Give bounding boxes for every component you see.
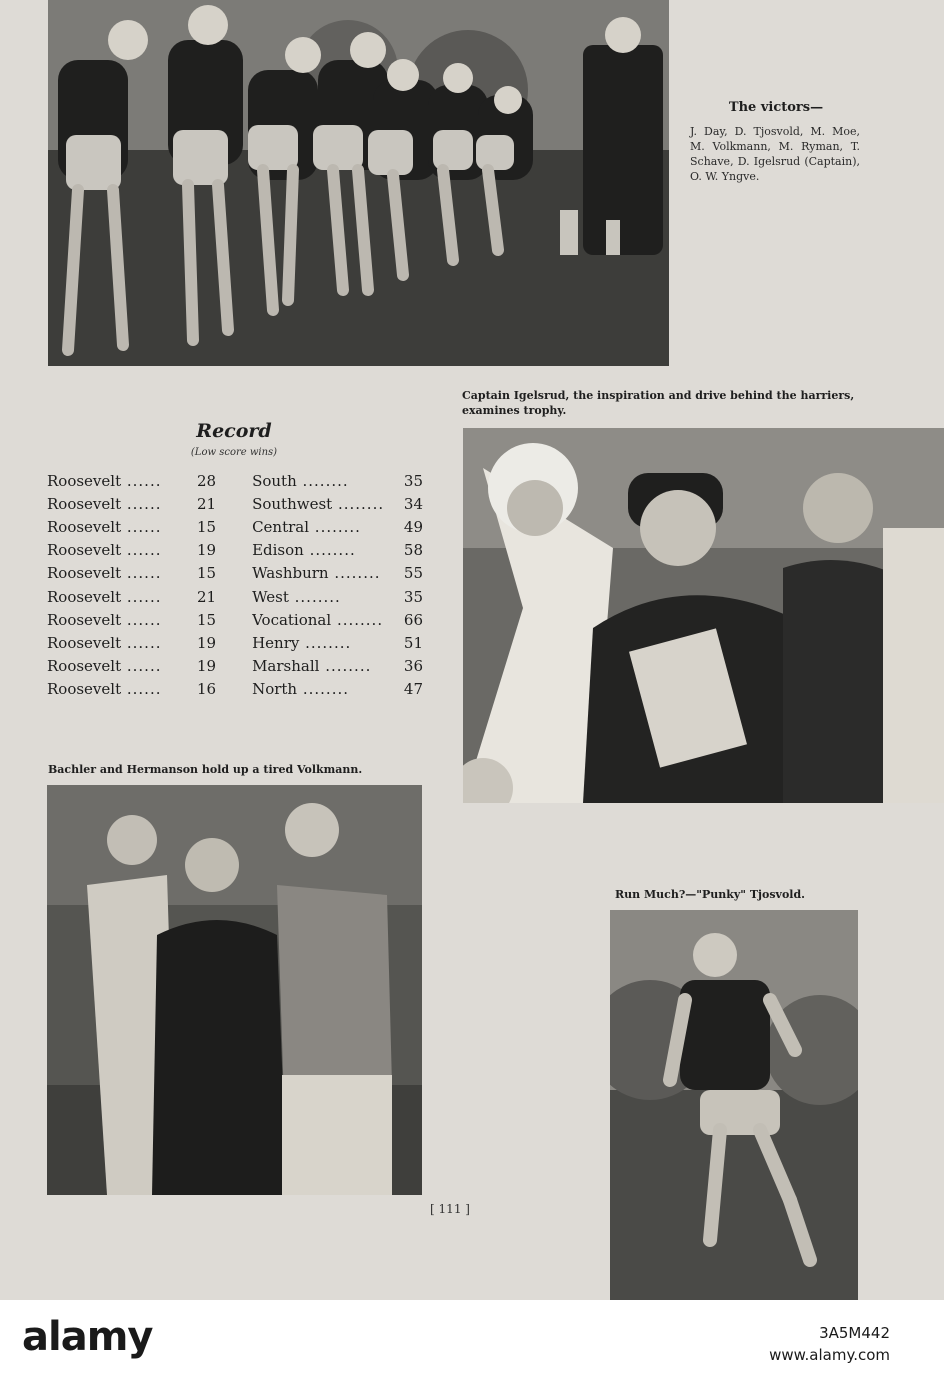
- leader-dots: ........: [296, 471, 349, 490]
- leader-dots: ........: [332, 494, 385, 513]
- record-score: 15: [196, 517, 217, 536]
- record-opponent-score: 55: [403, 564, 423, 583]
- run-much-photo: [610, 910, 858, 1300]
- record-subtitle: (Low score wins): [190, 447, 278, 458]
- record-row: [47, 539, 423, 562]
- leader-dots: ........: [309, 517, 361, 536]
- victors-title: The victors—: [728, 100, 824, 115]
- record-score: 19: [196, 541, 217, 560]
- record-row: [47, 678, 423, 701]
- run-much-caption: Run Much?—"Punky" Tjosvold.: [615, 888, 805, 901]
- leader-dots: ......: [121, 657, 162, 676]
- record-row: [47, 585, 423, 608]
- record-opponent-score: 34: [403, 494, 423, 513]
- leader-dots: ........: [303, 541, 356, 560]
- stock-footer: [0, 1300, 944, 1390]
- record-score: 19: [196, 633, 217, 652]
- leader-dots: ......: [121, 564, 162, 583]
- record-opponent: West: [252, 587, 289, 606]
- record-team: Roosevelt: [47, 610, 122, 629]
- record-row: [47, 492, 423, 515]
- record-opponent-score: 35: [403, 471, 423, 490]
- footer-info: [769, 1322, 890, 1366]
- image-id: 3A5M442: [819, 1324, 890, 1342]
- page-number: [ 111 ]: [430, 1202, 470, 1216]
- record-opponent-score: 49: [403, 517, 423, 536]
- victors-names: J. Day, D. Tjosvold, M. Moe, M. Volkmann, M. Ryman, T. Schave, D. Igelsrud (Captain), O. W. Yngve.: [690, 125, 860, 183]
- record-opponent-score: 36: [403, 657, 423, 676]
- site-url: www.alamy.com: [769, 1346, 890, 1364]
- bachler-photo: [47, 785, 422, 1195]
- leader-dots: ......: [121, 471, 162, 490]
- record-score: 16: [196, 680, 217, 699]
- record-opponent: Southwest: [252, 494, 333, 513]
- leader-dots: ........: [319, 657, 372, 676]
- record-score: 21: [196, 494, 217, 513]
- leader-dots: ......: [121, 680, 162, 699]
- record-opponent: South: [252, 471, 297, 490]
- record-team: Roosevelt: [47, 471, 122, 490]
- team-photo: [48, 0, 669, 366]
- record-opponent-score: 51: [403, 633, 423, 652]
- record-row: [47, 469, 423, 492]
- leader-dots: ......: [121, 517, 162, 536]
- record-opponent: Henry: [252, 633, 300, 652]
- record-team: Roosevelt: [47, 494, 122, 513]
- record-row: [47, 655, 423, 678]
- record-title: Record: [196, 420, 272, 442]
- leader-dots: ......: [121, 610, 162, 629]
- leader-dots: ........: [297, 680, 350, 699]
- record-row: [47, 631, 423, 654]
- record-row: [47, 515, 423, 538]
- captain-caption: Captain Igelsrud, the inspiration and drive behind the harriers, examines trophy.: [462, 389, 855, 417]
- record-team: Roosevelt: [47, 680, 122, 699]
- leader-dots: ........: [299, 633, 352, 652]
- record-score: 21: [196, 587, 217, 606]
- alamy-logo: alamy: [22, 1314, 153, 1360]
- record-team: Roosevelt: [47, 564, 122, 583]
- record-score: 28: [196, 471, 217, 490]
- leader-dots: ........: [331, 610, 384, 629]
- record-row: [47, 562, 423, 585]
- record-team: Roosevelt: [47, 633, 122, 652]
- record-team: Roosevelt: [47, 657, 122, 676]
- record-score: 19: [196, 657, 217, 676]
- leader-dots: ......: [121, 633, 162, 652]
- record-opponent-score: 47: [403, 680, 423, 699]
- record-score: 15: [196, 610, 217, 629]
- leader-dots: ......: [121, 541, 162, 560]
- record-opponent-score: 66: [403, 610, 423, 629]
- leader-dots: ......: [121, 494, 162, 513]
- record-team: Roosevelt: [47, 587, 122, 606]
- record-opponent-score: 35: [403, 587, 423, 606]
- record-opponent: Washburn: [252, 564, 329, 583]
- record-team: Roosevelt: [47, 541, 122, 560]
- record-opponent: Edison: [252, 541, 304, 560]
- record-opponent: Vocational: [252, 610, 332, 629]
- record-opponent-score: 58: [403, 541, 423, 560]
- record-team: Roosevelt: [47, 517, 122, 536]
- record-opponent: Central: [252, 517, 310, 536]
- leader-dots: ........: [328, 564, 381, 583]
- leader-dots: ......: [121, 587, 162, 606]
- bachler-caption: Bachler and Hermanson hold up a tired Volkmann.: [48, 763, 363, 776]
- record-row: [47, 608, 423, 631]
- record-opponent: Marshall: [252, 657, 320, 676]
- record-table: [47, 469, 423, 701]
- record-score: 15: [196, 564, 217, 583]
- leader-dots: ........: [288, 587, 341, 606]
- record-opponent: North: [252, 680, 298, 699]
- captain-photo: [463, 428, 944, 803]
